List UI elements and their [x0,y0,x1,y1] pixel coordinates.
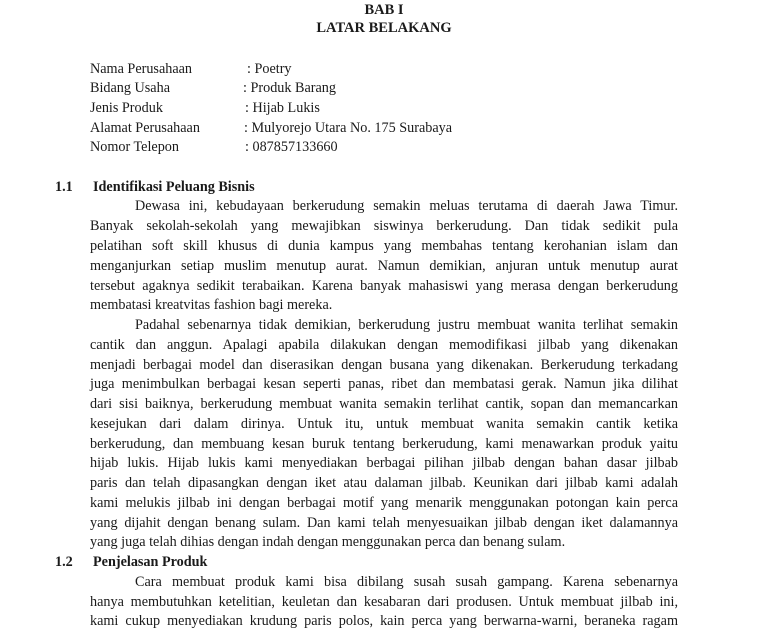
paragraph-line: Cara membuat produk kami bisa dibilang susah susah gampang. Karena sebenarnya [135,574,678,590]
paragraph-line: hijab lukis. Hijab lukis kami menyediakan berbagai pilihan jilbab dengan bahan dasar jilbab [90,455,678,471]
paragraph-line: menganjurkan setiap muslim menutup aurat. Namun demikian, anjuran untuk menutup aurat [90,258,678,274]
paragraph-line: cantik dan anggun. Apalagi apabila dilakukan dengan memodifikasi jilbab yang dikenakan [90,337,678,353]
info-value: : 087857133660 [245,139,338,155]
info-value: : Mulyorejo Utara No. 175 Surabaya [244,120,453,136]
paragraph-line: Dewasa ini, kebudayaan berkerudung semakin meluas terutama di daerah Jawa Timur. [135,198,678,214]
paragraph-line: yang juga telah dihias dengan indah dengan menggunakan perca dan benang sulam. [90,534,566,550]
info-value: : Poetry [247,61,292,77]
paragraph-line: membatasi kreatvitas fashion bagi mereka. [90,297,333,313]
info-label: Nomor Telepon [90,139,179,155]
paragraph-line: Padahal sebenarnya tidak demikian, berkerudung justru membuat wanita terlihat semakin [135,317,678,333]
paragraph-line: kesejukan dari dalam dirinya. Untuk itu, untuk membuat wanita semakin cantik ketika [90,416,678,432]
paragraph-line: yang dijahit dengan benang sulam. Dan kami telah menyesuaikan jilbab dengan iket dalamannya [90,515,678,531]
paragraph-line: tersebut agaknya sedikit terabaikan. Karena banyak mahasiswi yang merasa dengan berkerudung [90,278,678,294]
info-label: Bidang Usaha [90,80,170,96]
paragraph-line: menjadi berbagai model dan diserasikan dengan busana yang dikenakan. Berkerudung terkadang [90,357,678,373]
paragraph-line: juga menimbulkan berbagai kesan seperti panas, ribet dan membatasi gerak. Namun jika dilihat [90,376,678,392]
paragraph-line: kami cukup menyediakan krudung paris polos, kain perca yang berwarna-warni, beraneka ragam [90,613,678,629]
paragraph-line: hanya membutuhkan ketelitian, keuletan dan kesabaran dari produsen. Untuk membuat jilbab ini, [90,594,678,610]
section-number: 1.1 [55,179,73,195]
chapter-label: BAB I [364,2,404,18]
section-title: Penjelasan Produk [93,554,208,570]
paragraph-line: berkerudung, dan membuang kesan buruk tentang berkerudung, kami menawarkan produk yaitu [90,436,678,452]
info-label: Alamat Perusahaan [90,120,200,136]
info-value: : Produk Barang [243,80,336,96]
info-label: Jenis Produk [90,100,163,116]
paragraph-line: paris dan telah dipasangkan dengan iket atau dalaman jilbab. Keunikan dari jilbab kami adalah [90,475,678,491]
paragraph-line: dari sisi baiknya, berkerudung membuat wanita semakin terlihat cantik, sopan dan memancarkan [90,396,678,412]
chapter-title: LATAR BELAKANG [316,20,452,36]
paragraph-line: pelatihan soft skill khusus di dunia kampus yang membahas tentang kerohanian islam dan [90,238,678,254]
paragraph-line: kami melukis jilbab ini dengan berbagai motif yang menarik menggunakan potongan kain perca [90,495,678,511]
section-title: Identifikasi Peluang Bisnis [93,179,255,195]
info-label: Nama Perusahaan [90,61,193,77]
section-number: 1.2 [55,554,73,570]
paragraph-line: Banyak sekolah-sekolah yang mewajibkan siswinya berkerudung. Dan tidak sedikit pula [90,218,678,234]
info-value: : Hijab Lukis [245,100,320,116]
